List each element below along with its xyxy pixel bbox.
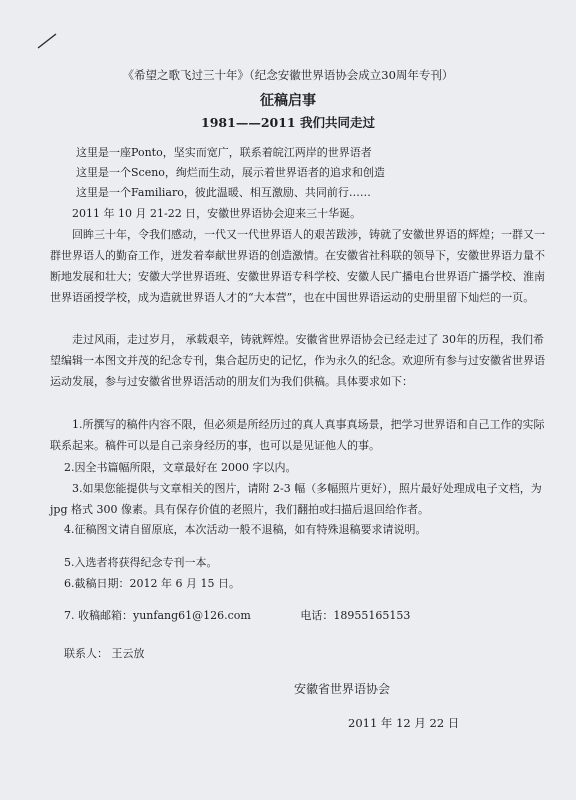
poem xyxy=(76,143,385,203)
series-title: 《希望之歌飞过三十年》（纪念安徽世界语协会成立30周年专刊） xyxy=(122,68,454,82)
requirement-4: 4.征稿图文请自留原底，本次活动一般不退稿，如有特殊退稿要求请说明。 xyxy=(64,523,427,536)
pen-mark xyxy=(36,30,58,52)
subtitle: 1981——2011 我们共同走过 xyxy=(201,115,375,130)
poem-line: 这里是一个Familiaro，彼此温暖、相互激励、共同前行…… xyxy=(76,186,371,199)
email-info: 7. 收稿邮箱：yunfang61@126.com xyxy=(64,609,251,622)
contact-person: 联系人： 王云放 xyxy=(64,647,145,660)
contact-row xyxy=(64,607,410,623)
requirement-3: 3.如果您能提供与文章相关的图片，请附 2-3 幅（多幅照片更好），照片最好处理成电子文档，为 jpg 格式 300 像素。具有保存价值的老照片，我们翻拍或扫描后退回给作者。 xyxy=(50,482,542,516)
organization-signature: 安徽省世界语协会 xyxy=(294,682,391,696)
requirement-6: 6.截稿日期：2012 年 6 月 15 日。 xyxy=(64,577,240,590)
phone-info: 电话：18955165153 xyxy=(300,609,411,622)
requirement-1: 1.所撰写的稿件内容不限，但必须是所经历过的真人真事真场景，把学习世界语和自己工作的实际联系起来。稿件可以是自己亲身经历的事，也可以是见证他人的事。 xyxy=(50,418,545,452)
paragraph-history: 回眸三十年，令我们感动，一代又一代世界语人的艰苦跋涉，铸就了安徽世界语的辉煌；一群又一群世界语人的勤奋工作，迸发着奉献世界语的创造激情。在安徽省社科联的领导下，安徽世界语力量不断地发展和壮大；安徽大学世界语班、安徽世界语专科学校、安徽人民广播电台世界语广播学校、淮南世界语函授学校，成为造就世界语人才的“大本营”，也在中国世界语运动的史册里留下灿烂的一页。 xyxy=(50,228,545,304)
anniversary-line: 2011 年 10 月 21-22 日，安徽世界语协会迎来三十华诞。 xyxy=(72,207,362,220)
requirement-5: 5.入选者将获得纪念专刊一本。 xyxy=(64,556,218,569)
notice-title: 征稿启事 xyxy=(260,93,316,109)
poem-line: 这里是一个Sceno，绚烂而生动，展示着世界语者的追求和创造 xyxy=(76,166,385,179)
paragraph-call: 走过风雨，走过岁月， 承载艰辛，铸就辉煌。安徽省世界语协会已经走过了 30年的历程，我们希望编辑一本图文并茂的纪念专刊，集合起历史的记忆，作为永久的纪念。欢迎所有参与过安徽省世界语运动发展，参与过安徽省世界语活动的朋友们为我们供稿。具体要求如下： xyxy=(50,333,545,388)
poem-line: 这里是一座Ponto，坚实而宽广，联系着皖江两岸的世界语者 xyxy=(76,146,372,159)
requirement-2: 2.因全书篇幅所限，文章最好在 2000 字以内。 xyxy=(64,461,297,474)
issue-date: 2011 年 12 月 22 日 xyxy=(348,716,460,730)
